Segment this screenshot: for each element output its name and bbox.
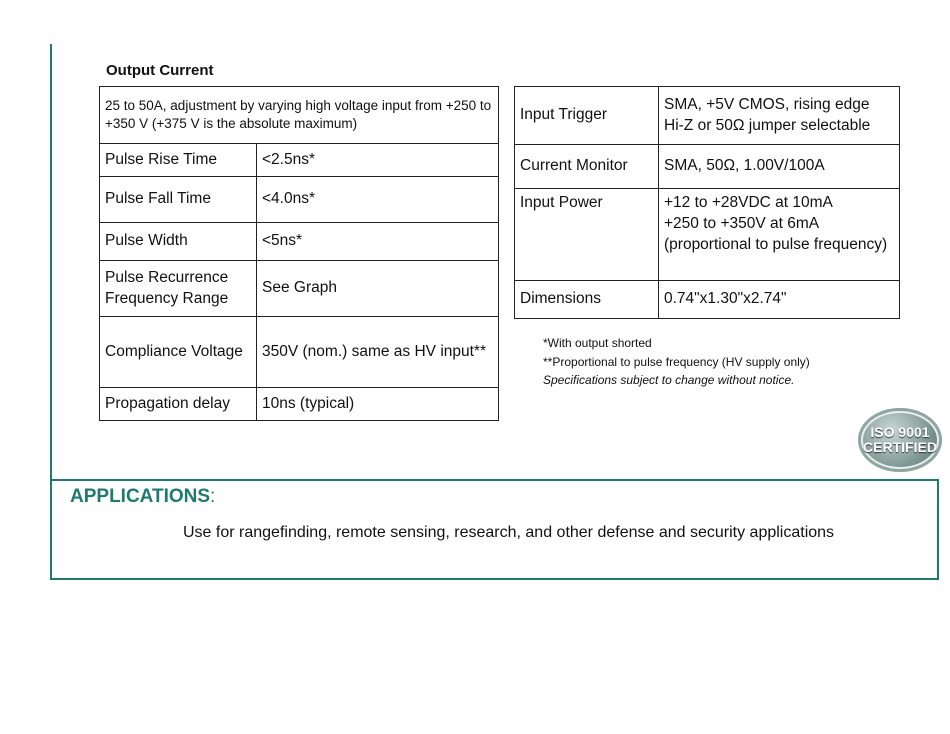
- spec-label-current-monitor: Current Monitor: [515, 145, 659, 189]
- footnote-disclaimer: Specifications subject to change without notice.: [543, 373, 795, 388]
- spec-label-prf-range: Pulse Recurrence Frequency Range: [100, 261, 257, 317]
- input-trigger-line: SMA, +5V CMOS, rising edge: [664, 95, 870, 113]
- output-current-spec-table: [99, 86, 499, 421]
- spec-value-input-power: [659, 189, 900, 281]
- section-title-output-current: Output Current: [106, 62, 214, 79]
- spec-label-input-power: Input Power: [515, 189, 659, 281]
- applications-text: Use for rangefinding, remote sensing, research, and other defense and security applications: [183, 524, 835, 541]
- spec-value-propagation-delay: 10ns (typical): [257, 388, 499, 421]
- input-trigger-line: Hi-Z or 50Ω jumper selectable: [664, 116, 871, 134]
- spec-label-input-trigger: Input Trigger: [515, 87, 659, 145]
- spec-value-input-trigger: [659, 87, 900, 145]
- interface-spec-table: [514, 86, 900, 319]
- applications-heading: [70, 486, 215, 508]
- spec-value-fall-time: <4.0ns*: [257, 177, 499, 223]
- footnote-shorted: *With output shorted: [543, 336, 652, 350]
- spec-value-pulse-width: <5ns*: [257, 223, 499, 261]
- spec-label-dimensions: Dimensions: [515, 281, 659, 319]
- spec-value-rise-time: <2.5ns*: [257, 144, 499, 177]
- spec-label-pulse-width: Pulse Width: [100, 223, 257, 261]
- applications-title: APPLICATIONS: [70, 486, 211, 507]
- footnote-proportional: **Proportional to pulse frequency (HV supply only): [543, 354, 810, 369]
- input-power-line: +250 to +350V at 6mA: [664, 214, 820, 232]
- output-current-description: 25 to 50A, adjustment by varying high voltage input from +250 to +350 V (+375 V is the absolute maximum): [100, 87, 499, 144]
- spec-label-fall-time: Pulse Fall Time: [100, 177, 257, 223]
- spec-value-dimensions: 0.74"x1.30"x2.74": [659, 281, 900, 319]
- input-power-line: +12 to +28VDC at 10mA: [664, 194, 833, 211]
- iso-9001-certified-badge: [858, 408, 942, 472]
- badge-line-certified: CERTIFIED: [863, 439, 937, 455]
- badge-line-iso: ISO 9001: [870, 424, 930, 441]
- spec-label-propagation-delay: Propagation delay: [100, 388, 257, 421]
- spec-value-current-monitor: SMA, 50Ω, 1.00V/100A: [659, 145, 900, 189]
- spec-label-compliance-voltage: Compliance Voltage: [100, 317, 257, 388]
- footnotes: [543, 334, 810, 390]
- spec-value-compliance-voltage: 350V (nom.) same as HV input**: [257, 317, 499, 388]
- applications-colon: :: [210, 486, 216, 507]
- spec-value-prf-range: See Graph: [257, 261, 499, 317]
- input-power-line: (proportional to pulse frequency): [664, 235, 888, 253]
- spec-label-rise-time: Pulse Rise Time: [100, 144, 257, 177]
